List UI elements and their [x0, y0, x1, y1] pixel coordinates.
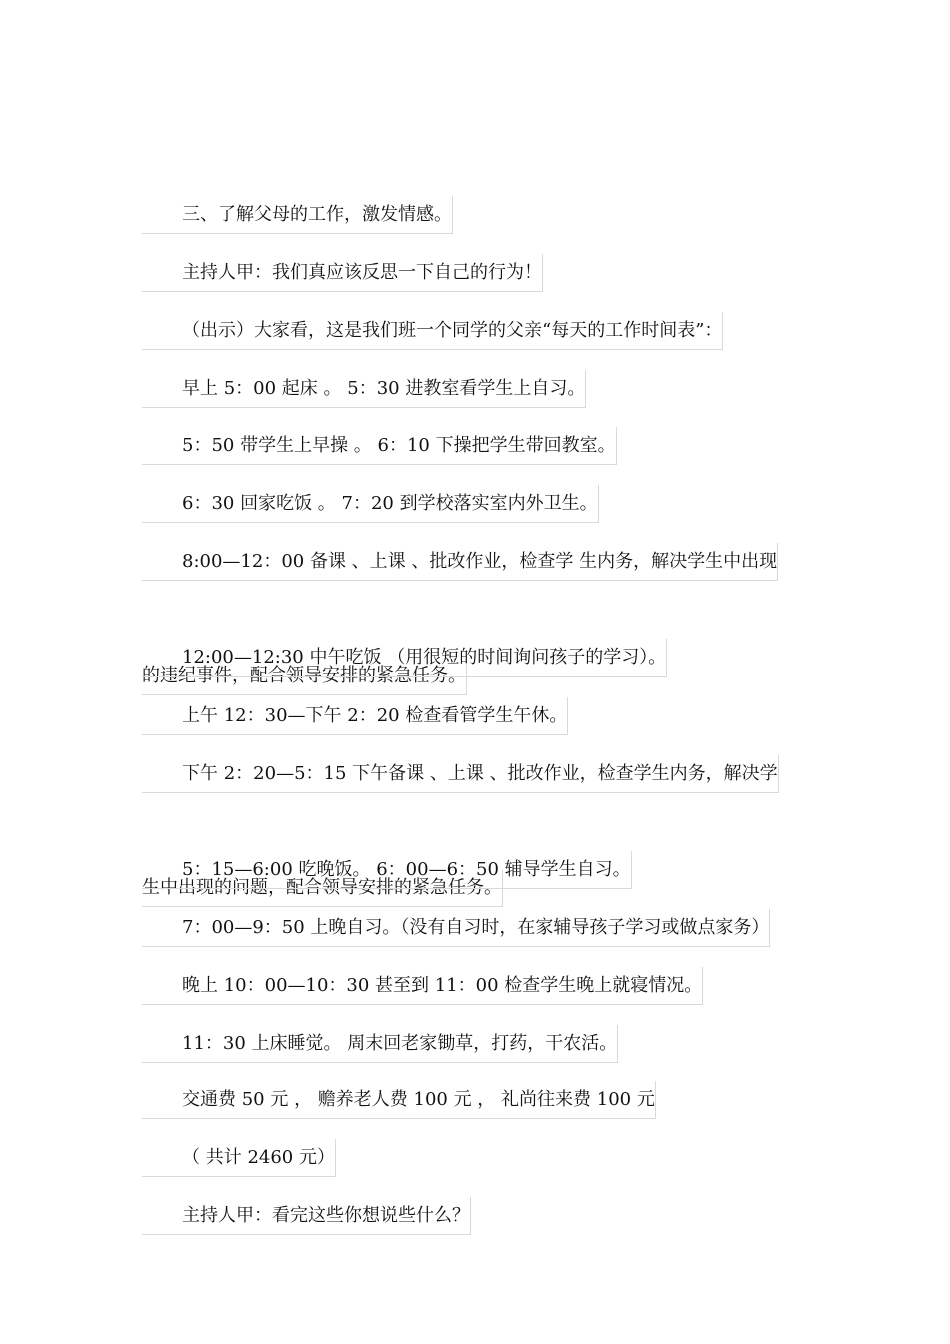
text-line: （ 共计 2460 元）	[142, 1139, 336, 1177]
text-line: 12:00—12:30 中午吃饭 （用很短的时间询问孩子的学习）。	[142, 639, 667, 677]
text-line: 的违纪事件，配合领导安排的紧急任务。	[142, 657, 467, 695]
text-line: 11：30 上床睡觉。 周末回老家锄草，打药，干农活。	[142, 1025, 618, 1063]
text-line: 8:00—12：00 备课 、上课 、批改作业，检查学 生内务，解决学生中出现	[142, 543, 778, 581]
text-line: 三、了解父母的工作，激发情感。	[142, 196, 453, 234]
text-line: 5：15—6:00 吃晚饭。 6：00—6：50 辅导学生自习。	[142, 851, 632, 889]
text-line: 交通费 50 元 ， 赡养老人费 100 元 ， 礼尚往来费 100 元	[142, 1081, 656, 1119]
text-line: 下午 2：20—5：15 下午备课 、上课 、批改作业，检查学生内务，解决学	[142, 755, 779, 793]
text-line: 7：00—9：50 上晚自习。（没有自习时，在家辅导孩子学习或做点家务）	[142, 909, 770, 947]
text-line: 晚上 10：00—10：30 甚至到 11：00 检查学生晚上就寝情况。	[142, 967, 703, 1005]
text-line: 生中出现的问题，配合领导安排的紧急任务。	[142, 869, 503, 907]
text-line: 主持人甲：我们真应该反思一下自己的行为！	[142, 254, 543, 292]
text-line: 早上 5：00 起床 。 5：30 进教室看学生上自习。	[142, 370, 586, 408]
text-line: （出示）大家看，这是我们班一个同学的父亲“每天的工作时间表”：	[142, 312, 723, 350]
text-line: 主持人甲：看完这些你想说些什么？	[142, 1197, 471, 1235]
paragraph	[142, 1121, 471, 1311]
text-line: 5：50 带学生上早操 。 6：10 下操把学生带回教室。	[142, 427, 617, 465]
text-line: 6：30 回家吃饭 。 7：20 到学校落实室内外卫生。	[142, 485, 599, 523]
text-line: 上午 12：30—下午 2：20 检查看管学生午休。	[142, 697, 568, 735]
